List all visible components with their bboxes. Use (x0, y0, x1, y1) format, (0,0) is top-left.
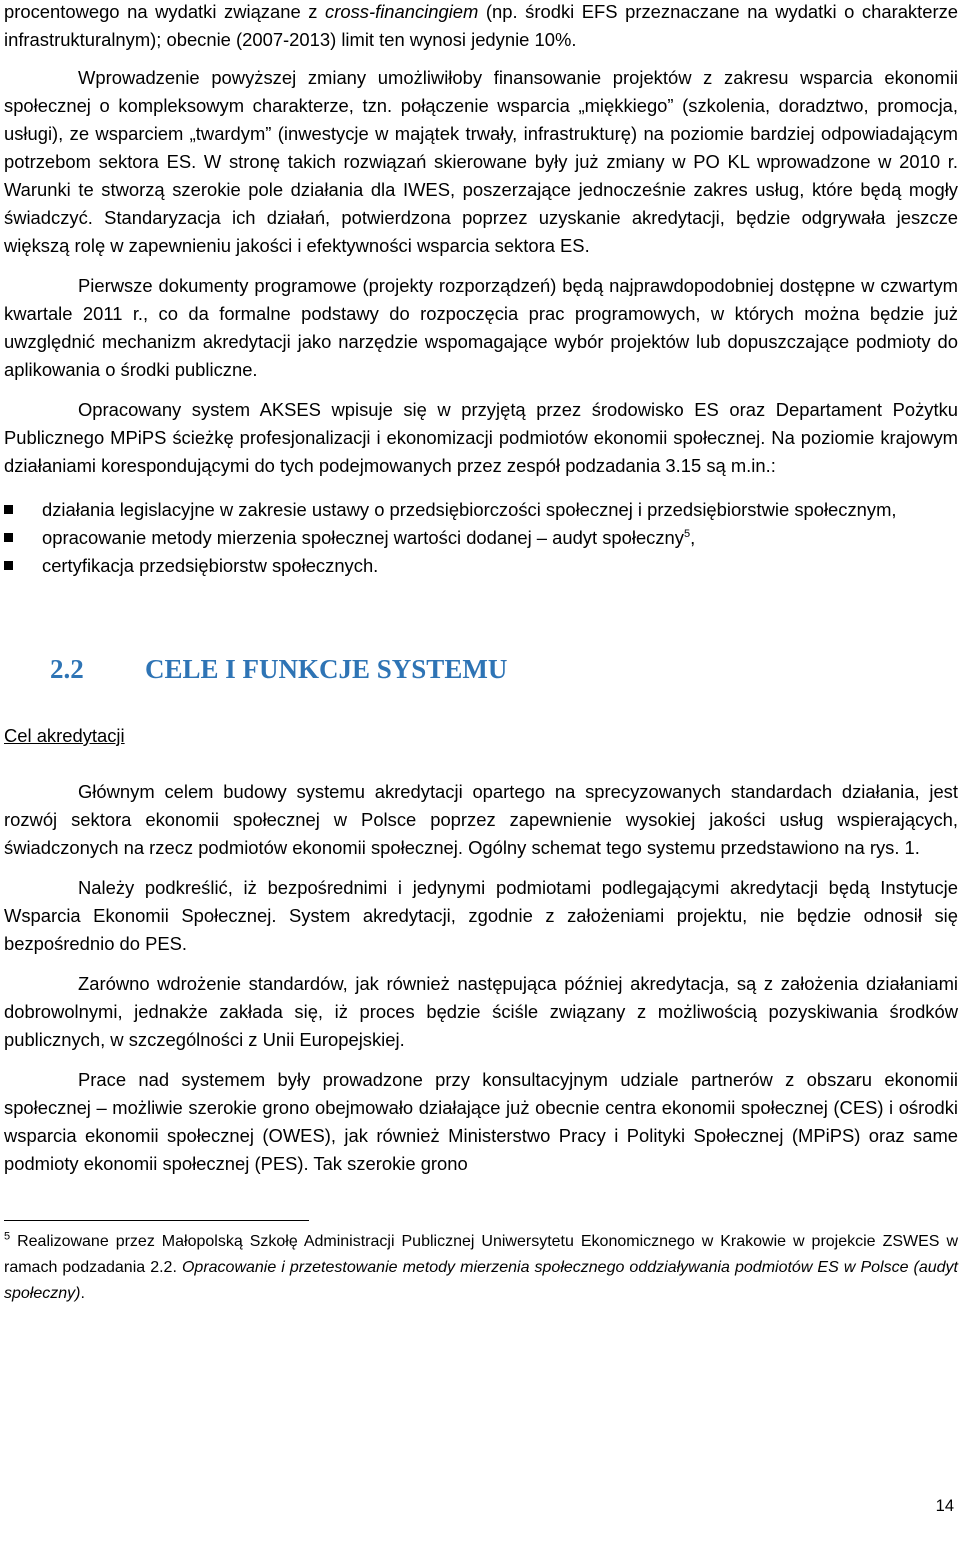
list-item (4, 496, 958, 524)
footnote-text: Realizowane przez Małopolską Szkołę Administracji Publicznej Uniwersytetu Ekonomicznego w Krakowie w projekcie ZSWES w ramach podzadania 2.2. (4, 1233, 958, 1276)
paragraph-4: Opracowany system AKSES wpisuje się w przyjętą przez środowisko ES oraz Departament Pożytku Publicznego MPiPS ścieżkę profesjonalizacji i ekonomizacji podmiotów ekonomii społecznej. Na poziomie krajowym działaniami korespondującymi do tych podejmowanych przez zespół podzadania 3.15 są m.in.: (4, 399, 958, 476)
paragraph-5: Głównym celem budowy systemu akredytacji opartego na sprecyzowanych standardach działania, jest rozwój sektora ekonomii społecznej w Polsce poprzez zapewnienie wysokiej jakości usług wspierających, świadczonych na rzecz podmiotów ekonomii społecznej. Ogólny schemat tego systemu przedstawiono na rys. 1. (4, 781, 958, 858)
bullet-list (4, 496, 958, 580)
paragraph-2: Wprowadzenie powyższej zmiany umożliwiłoby finansowanie projektów z zakresu wsparcia ekonomii społecznej o kompleksowym charakterze, tzn. połączenie wsparcia „miękkiego” (szkolenia, doradztwo, promocja, usługi), ze wsparciem „twardym” (inwestycje w majątek trwały, infrastrukturę) na poziomie bardziej odpowiadającym potrzebom sektora ES. W stronę takich rozwiązań skierowane były już zmiany w PO KL wprowadzone w 2010 r. Warunki te stworzą szerokie pole działania dla IWES, poszerzające jednocześnie zakres usług, które będą mogły świadczyć. Standaryzacja ich działań, potwierdzona poprzez uzyskanie akredytacji, będzie odgrywała jeszcze większą rolę w zapewnieniu jakości i efektywności wsparcia sektora ES. (4, 67, 958, 256)
subheading: Cel akredytacji (4, 725, 125, 746)
paragraph-1-text-a: procentowego na wydatki związane z (4, 1, 326, 22)
section-title: CELE I FUNKCJE SYSTEMU (145, 654, 508, 684)
section-number: 2.2 (50, 654, 84, 684)
footnote (4, 1229, 958, 1307)
page-number: 14 (935, 1497, 954, 1515)
footnote-tail: . (80, 1285, 85, 1302)
list-item (4, 524, 958, 552)
paragraph-8: Prace nad systemem były prowadzone przy konsultacyjnym udziale partnerów z obszaru ekonomii społecznej – możliwie szerokie grono obejmowało działające już obecnie centra ekonomii społecznej (CES) i ośrodki wsparcia ekonomii społecznej (OWES), jak również Ministerstwo Pracy i Polityki Społecznej (MPiPS) oraz same podmioty ekonomii społecznej (PES). Tak szerokie grono (4, 1069, 958, 1174)
footnote-italic: Opracowanie i przetestowanie metody mierzenia społecznego oddziaływania podmiotów ES w Polsce (audyt społeczny) (4, 1259, 958, 1302)
square-bullet-icon (4, 561, 13, 570)
footnote-mark: 5 (4, 1230, 11, 1243)
list-item-text: opracowanie metody mierzenia społecznej wartości dodanej – audyt społeczny (42, 527, 684, 548)
document-page (4, 0, 958, 1543)
paragraph-7: Zarówno wdrożenie standardów, jak również następująca później akredytacja, są z założenia działaniami dobrowolnymi, jednakże zakłada się, iż proces będzie ściśle związany z możliwością pozyskiwania środków publicznych, w szczególności z Unii Europejskiej. (4, 973, 958, 1050)
list-item-text: certyfikacja przedsiębiorstw społecznych. (42, 555, 379, 576)
paragraph-3: Pierwsze dokumenty programowe (projekty rozporządzeń) będą najprawdopodobniej dostępne w czwartym kwartale 2011 r., co da formalne podstawy do rozpoczęcia prac programowych, w których można będzie już uwzględnić mechanizm akredytacji jako narzędzie wspomagające wybór projektów lub dopuszczające podmioty do aplikowania o środki publiczne. (4, 275, 958, 380)
paragraph-6: Należy podkreślić, iż bezpośrednimi i jedynymi podmiotami podlegającymi akredytacji będą Instytucje Wsparcia Ekonomii Społecznej. System akredytacji, zgodnie z założeniami projektu, nie będzie odnosił się bezpośrednio do PES. (4, 877, 958, 954)
list-item-text: działania legislacyjne w zakresie ustawy o przedsiębiorczości społecznej i przedsiębiorstwie społecznym, (42, 499, 897, 520)
paragraph-1 (4, 0, 958, 54)
square-bullet-icon (4, 505, 13, 514)
list-item (4, 552, 958, 580)
footnote-reference: 5 (683, 527, 691, 540)
square-bullet-icon (4, 533, 13, 542)
list-item-tail: , (690, 527, 696, 548)
paragraph-1-text-c: (np. środki EFS przeznaczane na wydatki o charakterze infrastrukturalnym); obecnie (2007-2013) limit ten wynosi jedynie 10%. (4, 1, 958, 50)
paragraph-1-italic: cross-financingiem (325, 1, 479, 22)
section-heading (4, 652, 958, 686)
